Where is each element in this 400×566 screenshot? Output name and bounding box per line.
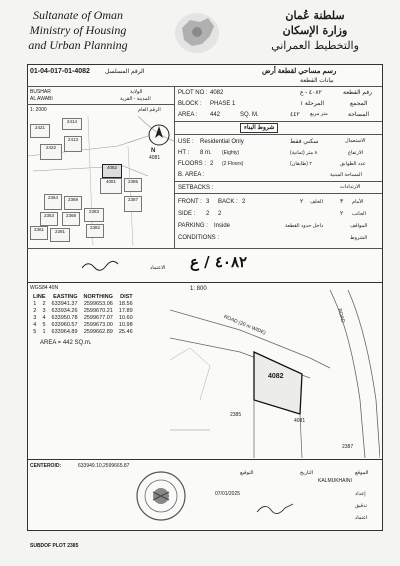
lot-2363: 2363 [40, 212, 58, 226]
cell: 4 [33, 322, 37, 328]
back-label-ar: الخلف [310, 199, 323, 205]
footer-signature-icon [255, 500, 295, 516]
coordinate-table [30, 294, 136, 336]
block-label: BLOCK : [178, 101, 202, 107]
setbacks-label: SETBACKS : [178, 185, 214, 191]
ar-line-2: وزارة الإسكان [282, 24, 348, 37]
parking-label-ar: المواقف [350, 223, 368, 229]
setbacks-rule-2 [174, 193, 382, 194]
front-label: FRONT : [178, 199, 202, 205]
build-terms-ar: شروط البناء [240, 123, 278, 133]
use-label-ar: الاستعمال [345, 138, 366, 144]
cell: 2599653.06 [83, 301, 113, 307]
signature-rule [27, 248, 382, 249]
side-label-ar: الجانب [352, 211, 366, 217]
title-rule [27, 86, 382, 87]
conditions-label-ar: الشروط [350, 235, 368, 241]
map-scale: 1: 2000 [30, 107, 47, 113]
cell: 2 [33, 308, 37, 314]
plot-no-ar: ٤٠٨٢ - ع [300, 90, 322, 96]
cell: 633950.78 [51, 315, 78, 321]
sig-label-ar: الاعتماد [150, 265, 166, 271]
ministry-name-en [8, 8, 148, 53]
cell: 18.56 [118, 301, 133, 307]
cell: 25.46 [118, 329, 133, 335]
lot-2385: 2385 [124, 178, 142, 192]
area-unit-ar: متر مربع [310, 111, 328, 117]
key-id-value: 4081 [149, 155, 161, 161]
plot-data-ar: بيانات القطعة [300, 78, 334, 84]
official-seal-icon [135, 470, 187, 522]
handwritten-stamp: ٤٠٨٢ / ع [190, 253, 248, 271]
sketch-title-ar: رسم مساحي لقطعة أرض [262, 68, 337, 75]
cell: 4 [42, 315, 46, 321]
back-ar: ٢ [300, 199, 304, 205]
key-map [28, 116, 174, 248]
en-line-1: Sultanate of Oman [33, 8, 123, 22]
plot-no-label: PLOT NO : [178, 90, 208, 96]
road-label: ROAD (20 m WIDE) [222, 314, 267, 337]
cell: 2599670.21 [83, 308, 113, 314]
floors-label-ar: عدد الطوابق [340, 161, 366, 167]
block-ar: المرحلة ١ [300, 101, 325, 107]
ht-words: (Eighty) [222, 150, 240, 156]
cell: 17.89 [118, 308, 133, 314]
approved-ar: اعتماد [355, 515, 368, 521]
floors-ar: ٢ (طابقان) [290, 161, 313, 167]
area-note: AREA = 442 SQ.m. [40, 340, 92, 346]
serial-label-ar: الرقم المسلسل [105, 69, 145, 75]
prepared-ar: إعداد [355, 491, 366, 497]
cell: 10.60 [118, 315, 133, 321]
site-lot-2387: 2387 [342, 444, 354, 450]
village-value: AL AWABI [30, 96, 53, 102]
lot-4082-highlight: 4082 [102, 164, 122, 178]
ht-ar: ٨ متر (ثمانية) [290, 150, 318, 156]
lot-2391: 2391 [50, 228, 70, 242]
cell: 2 [42, 301, 46, 307]
setbacks-rule [174, 181, 382, 182]
general-plan-ar: الرقم العام [138, 107, 161, 113]
parking-ar: داخل حدود القطعة [285, 223, 324, 229]
coord-row [30, 315, 136, 322]
cell: 3 [42, 308, 46, 314]
block-value: PHASE 1 [210, 101, 236, 107]
ht-label: HT : [178, 150, 190, 156]
back-value: 2 [242, 199, 246, 205]
site-lot-4081: 4081 [294, 418, 306, 424]
lot-2413: 2413 [64, 136, 82, 152]
cell: 1 [33, 301, 37, 307]
col-northing: NORTHING [83, 294, 113, 300]
use-label: USE : [178, 139, 194, 145]
cell: 5 [42, 322, 46, 328]
coord-row [30, 308, 136, 315]
subdof-label: SUBDOF PLOT 2385 [30, 543, 79, 549]
floors-words: (2 Floors) [222, 161, 244, 167]
cell: 3 [33, 315, 37, 321]
centeroid-label: CENTEROID: [30, 463, 62, 469]
coord-header-row [30, 294, 136, 301]
en-line-2: Ministry of Housing [29, 23, 127, 37]
side-value: 2 [206, 211, 210, 217]
site-plan-drawing [170, 290, 380, 458]
cell: 2599662.89 [83, 329, 113, 335]
lot-2364: 2364 [44, 194, 62, 210]
lot-2361: 2361 [30, 226, 48, 240]
terms-rule-top [174, 121, 382, 122]
lot-2369: 2369 [64, 196, 82, 210]
ar-line-1: سلطنة عُمان [285, 9, 345, 22]
sign-label-ar: التوقيع [240, 470, 254, 476]
front-value: 3 [206, 199, 210, 205]
floors-value: 2 [210, 161, 214, 167]
cell: 633941.37 [51, 301, 78, 307]
datum-label: WGS84 40N [30, 285, 59, 291]
col-dist: DIST [120, 294, 133, 300]
info-rule [27, 104, 174, 105]
road-label-2: ROAD [336, 308, 346, 324]
wilayat-value: BUSHAR [30, 89, 51, 95]
ministry-name-ar [245, 8, 385, 53]
lot-2382: 2382 [86, 224, 104, 238]
plot-no-label-ar: رقم القطعة [343, 90, 372, 96]
front-ar: ٣ [340, 199, 344, 205]
col-easting: EASTING [53, 294, 78, 300]
area-unit: SQ. M. [240, 112, 259, 118]
lot-2421: 2421 [30, 124, 50, 138]
cell: 2599673.00 [83, 322, 113, 328]
area-ar: ٤٤٢ [290, 112, 300, 118]
front-label-ar: الأمام [352, 199, 364, 205]
cell: 5 [33, 329, 37, 335]
cell: 10.98 [118, 322, 133, 328]
coord-row [30, 301, 136, 308]
ht-label-ar: الارتفاع [348, 150, 364, 156]
parking-value: Inside [214, 223, 231, 229]
north-label: N [151, 148, 156, 154]
block-label-ar: المجمع [350, 101, 368, 107]
signer-name: KALMUKHAINI [318, 478, 352, 484]
cell: 633964.89 [51, 329, 78, 335]
serial-no: 01-04-017-01-4082 [30, 68, 90, 75]
use-value: Residential Only [200, 139, 244, 145]
national-emblem [172, 10, 222, 56]
coord-row [30, 322, 136, 329]
area-label-ar: المساحة [348, 112, 370, 118]
centeroid-value: 633949.10,2599665.87 [78, 463, 130, 469]
use-ar: سكني فقط [290, 139, 319, 145]
ht-value: 8 m. [200, 150, 212, 156]
lot-2414: 2414 [62, 118, 82, 130]
side-label: SIDE : [178, 211, 196, 217]
lot-2387: 2387 [124, 196, 142, 212]
floors-label: FLOORS : [178, 161, 207, 167]
wilayat-label-ar: الولاية [130, 89, 143, 95]
cell: 1 [42, 329, 46, 335]
lot-2368: 2368 [62, 212, 80, 226]
col-line: LINE [33, 294, 46, 300]
barea-label: B. AREA : [178, 172, 205, 178]
site-plot-4082: 4082 [268, 373, 284, 380]
ar-line-3: والتخطيط العمراني [271, 39, 359, 52]
left-right-divider [174, 86, 175, 248]
parking-label: PARKING : [178, 223, 208, 229]
sign-date: 07/01/2025 [215, 491, 241, 497]
area-value: 442 [210, 112, 221, 118]
back-label: BACK : [218, 199, 238, 205]
checked-ar: تدقيق [355, 503, 368, 509]
site-scale: 1: 800 [190, 286, 207, 292]
region-label-ar: المدينة - القرية [120, 96, 151, 102]
cell: 633934.26 [51, 308, 78, 314]
terms-rule-bottom [174, 134, 382, 135]
setbacks-label-ar: الارتدادات [340, 184, 361, 190]
date-label-ar: التاريخ [300, 470, 313, 476]
conditions-label: CONDITIONS : [178, 235, 220, 241]
signed-label-ar: الموقع [355, 470, 369, 476]
barea-label-ar: المساحة المبنية [330, 172, 362, 178]
area-label: AREA : [178, 112, 198, 118]
lot-2422: 2422 [40, 144, 62, 160]
north-arrow-icon [148, 124, 170, 146]
en-line-3: and Urban Planning [28, 38, 128, 52]
cell: 2599677.07 [83, 315, 113, 321]
side-ar: ٢ [340, 211, 344, 217]
side-extra: 2 [218, 211, 222, 217]
cell: 633960.57 [51, 322, 78, 328]
signature-scribble-icon [80, 258, 120, 272]
lot-4081: 4081 [100, 178, 122, 194]
site-lot-2385: 2385 [230, 412, 242, 418]
coord-row [30, 329, 136, 336]
plot-no-value: 4082 [210, 90, 224, 96]
lot-2383: 2383 [84, 208, 104, 222]
